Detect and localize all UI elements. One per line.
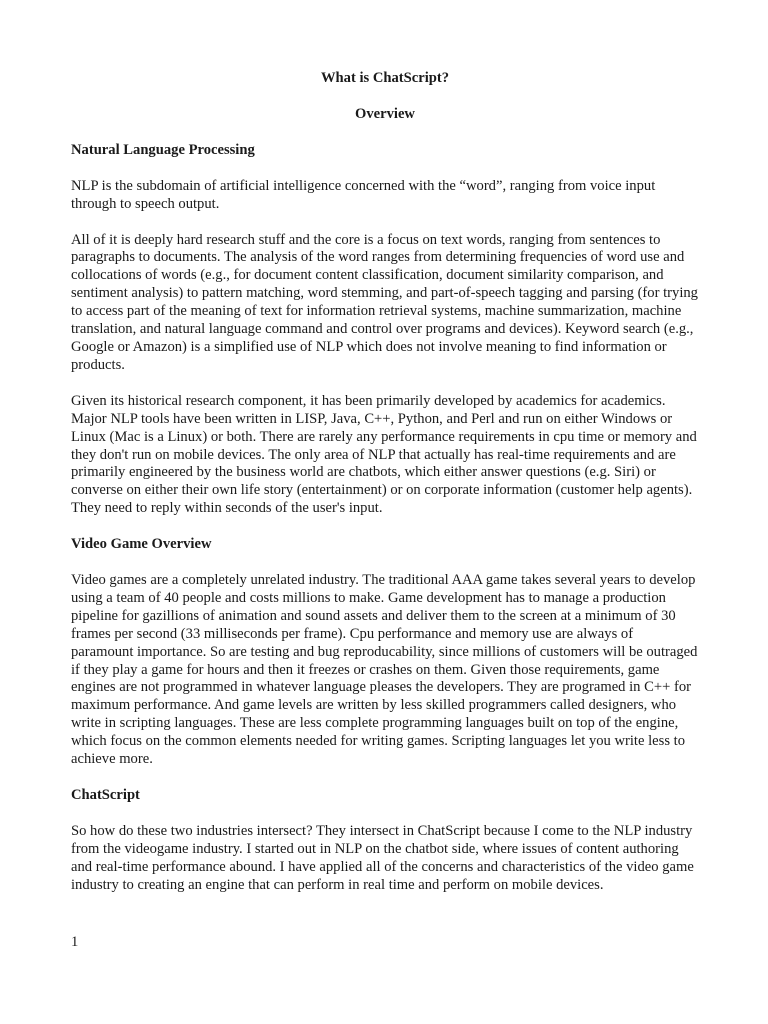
section-heading: Video Game Overview	[71, 536, 212, 553]
document-subtitle: Overview	[355, 105, 415, 122]
section-nlp	[71, 142, 699, 518]
paragraph: All of it is deeply hard research stuff and the core is a focus on text words, ranging from sentences to paragraphs to documents. The analysis of the word ranges from determining frequencies of word use and collocations of words (e.g., for document content classification, document similarity comparison, and sentiment analysis) to pattern matching, word stemming, and part-of-speech tagging and parsing (for trying to access part of the meaning of text for information retrieval systems, machine summarization, machine translation, and natural language command and control over programs and devices). Keyword search (e.g., Google or Amazon) is a simplified use of NLP which does not involve meaning to find information or products.	[71, 231, 698, 373]
page-number: 1	[71, 934, 79, 950]
paragraph: NLP is the subdomain of artificial intelligence concerned with the “word”, ranging from voice input through to speech output.	[71, 177, 656, 212]
document-title: What is ChatScript?	[320, 70, 450, 86]
document-body	[71, 70, 699, 913]
section-heading: Natural Language Processing	[71, 141, 255, 158]
section-video-game	[71, 536, 699, 769]
section-chatscript	[71, 787, 699, 895]
paragraph: Video games are a completely unrelated industry. The traditional AAA game takes several years to develop using a team of 40 people and costs millions to make. Game development has to manage a production pipeline for gazillions of animation and sound assets and deliver them to the screen at a minimum of 30 frames per second (33 milliseconds per frame). Cpu performance and memory use are always of paramount importance. So are testing and bug reproducability, since millions of customers will be outraged if they play a game for hours and then it freezes or crashes on them. Given those requirements, game engines are not programmed in whatever language pleases the developers. They are programed in C++ for maximum performance. And game levels are written by less skilled programmers called designers, who write in scripting languages. These are less complete programming languages built on top of the engine, which focus on the common elements needed for writing games. Scripting languages let you write less to achieve more.	[71, 572, 698, 768]
section-heading: ChatScript	[71, 787, 140, 803]
paragraph: Given its historical research component, it has been primarily developed by academics for academics. Major NLP tools have been written in LISP, Java, C++, Python, and Perl and run on either Windows or Linux (Mac is a Linux) or both. There are rarely any performance requirements in cpu time or memory and they don't run on mobile devices. The only area of NLP that actually has real-time requirements and are primarily engineered by the business world are chatbots, which either answer questions (e.g. Siri) or converse on either their own life story (entertainment) or on corporate information (customer help agents). They need to reply within seconds of the user's input.	[71, 392, 697, 517]
paragraph: So how do these two industries intersect? They intersect in ChatScript because I come to the NLP industry from the videogame industry. I started out in NLP on the chatbot side, where issues of content authoring and real-time performance abound. I have applied all of the concerns and characteristics of the video game industry to creating an engine that can perform in real time and perform on mobile devices.	[71, 822, 694, 893]
